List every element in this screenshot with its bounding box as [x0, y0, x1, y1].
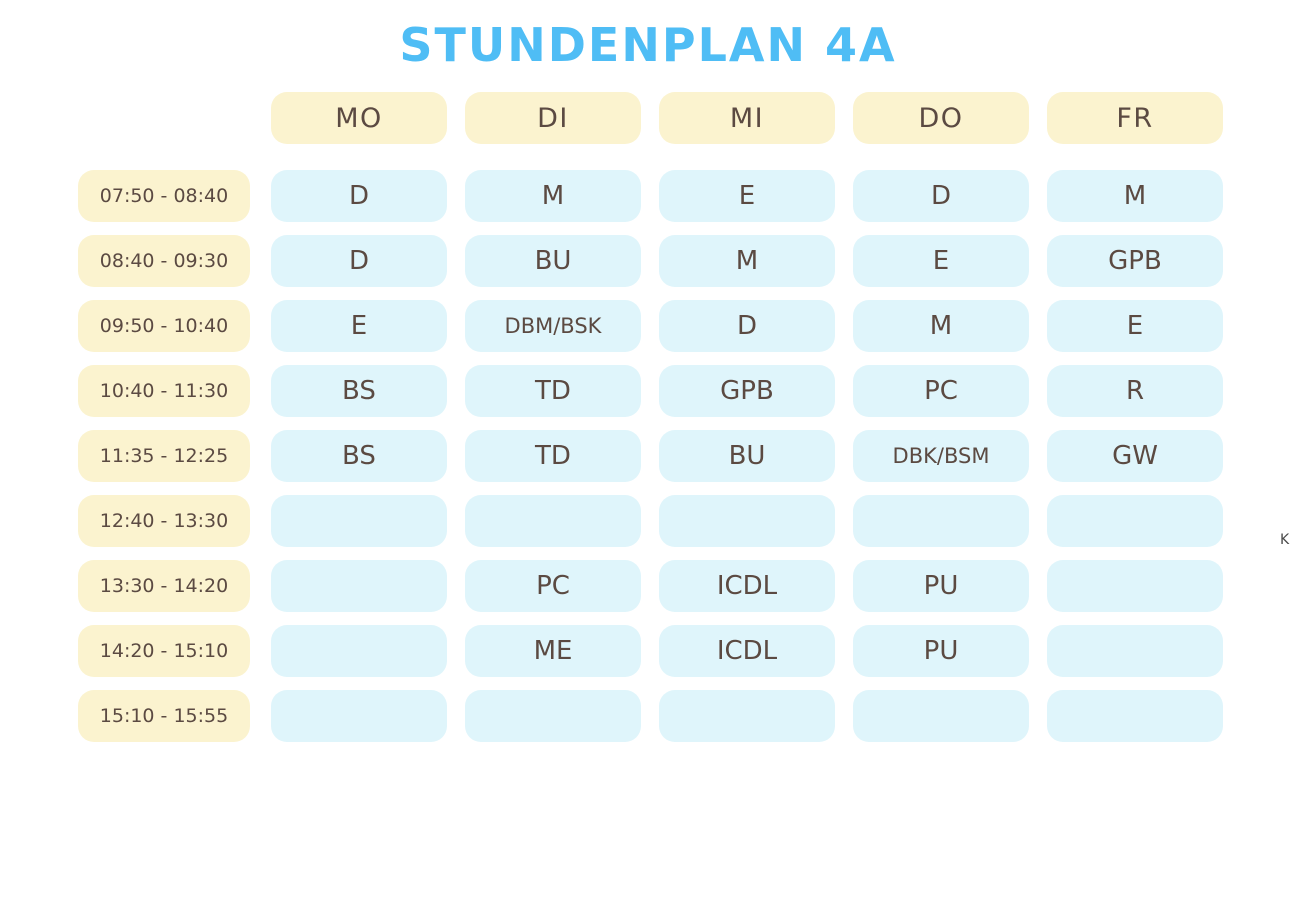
lesson-cell[interactable]: BS	[271, 430, 447, 482]
lesson-cell[interactable]: PU	[853, 560, 1029, 612]
lesson-cell[interactable]	[271, 690, 447, 742]
page-title: STUNDENPLAN 4A	[399, 18, 897, 72]
timetable-row	[78, 625, 1223, 677]
lesson-cell[interactable]: ME	[465, 625, 641, 677]
lesson-cell[interactable]	[271, 495, 447, 547]
lesson-cell[interactable]: BS	[271, 365, 447, 417]
grid-spacer	[250, 560, 271, 612]
lesson-cell[interactable]	[271, 560, 447, 612]
lesson-cell[interactable]: BU	[659, 430, 835, 482]
timetable-row	[78, 430, 1223, 482]
timetable-row	[78, 170, 1223, 222]
time-label: 15:10 - 15:55	[78, 690, 250, 742]
lesson-cell[interactable]: TD	[465, 430, 641, 482]
timetable-header-row	[78, 92, 1223, 144]
lesson-cell[interactable]	[853, 495, 1029, 547]
lesson-cell[interactable]: GPB	[659, 365, 835, 417]
lesson-cell[interactable]: D	[659, 300, 835, 352]
timetable-row	[78, 690, 1223, 742]
lesson-cell[interactable]: E	[271, 300, 447, 352]
time-label: 09:50 - 10:40	[78, 300, 250, 352]
lesson-cell[interactable]: PC	[465, 560, 641, 612]
grid-spacer	[250, 300, 271, 352]
lesson-cell[interactable]: D	[853, 170, 1029, 222]
timetable-row	[78, 235, 1223, 287]
lesson-cell[interactable]: D	[271, 235, 447, 287]
time-label: 14:20 - 15:10	[78, 625, 250, 677]
lesson-cell[interactable]: M	[853, 300, 1029, 352]
timetable-grid	[78, 92, 1223, 755]
lesson-cell[interactable]: DBK/BSM	[853, 430, 1029, 482]
day-header-mo: MO	[271, 92, 447, 144]
lesson-cell[interactable]: M	[659, 235, 835, 287]
lesson-cell[interactable]: M	[465, 170, 641, 222]
day-header-do: DO	[853, 92, 1029, 144]
lesson-cell[interactable]: ICDL	[659, 625, 835, 677]
lesson-cell[interactable]	[659, 495, 835, 547]
grid-spacer	[250, 170, 271, 222]
lesson-cell[interactable]: E	[1047, 300, 1223, 352]
lesson-cell[interactable]: ICDL	[659, 560, 835, 612]
lesson-cell[interactable]	[1047, 690, 1223, 742]
lesson-cell[interactable]	[1047, 495, 1223, 547]
grid-spacer	[250, 92, 271, 144]
lesson-cell[interactable]: GW	[1047, 430, 1223, 482]
lesson-cell[interactable]	[853, 690, 1029, 742]
day-header-mi: MI	[659, 92, 835, 144]
time-label: 11:35 - 12:25	[78, 430, 250, 482]
time-label: 12:40 - 13:30	[78, 495, 250, 547]
lesson-cell[interactable]: M	[1047, 170, 1223, 222]
lesson-cell[interactable]: E	[853, 235, 1029, 287]
time-label: 13:30 - 14:20	[78, 560, 250, 612]
lesson-cell[interactable]	[271, 625, 447, 677]
grid-spacer	[250, 235, 271, 287]
time-label: 10:40 - 11:30	[78, 365, 250, 417]
grid-spacer	[250, 690, 271, 742]
day-header-di: DI	[465, 92, 641, 144]
lesson-cell[interactable]: GPB	[1047, 235, 1223, 287]
grid-spacer	[250, 625, 271, 677]
day-header-fr: FR	[1047, 92, 1223, 144]
lesson-cell[interactable]	[1047, 625, 1223, 677]
lesson-cell[interactable]	[659, 690, 835, 742]
grid-spacer	[250, 430, 271, 482]
lesson-cell[interactable]	[465, 690, 641, 742]
corner-mark: K	[1280, 532, 1290, 548]
lesson-cell[interactable]: BU	[465, 235, 641, 287]
time-label: 07:50 - 08:40	[78, 170, 250, 222]
header-time-placeholder	[78, 92, 250, 144]
grid-spacer	[250, 365, 271, 417]
timetable-row	[78, 495, 1223, 547]
lesson-cell[interactable]: DBM/BSK	[465, 300, 641, 352]
lesson-cell[interactable]: D	[271, 170, 447, 222]
lesson-cell[interactable]: PU	[853, 625, 1029, 677]
lesson-cell[interactable]	[465, 495, 641, 547]
timetable-row	[78, 365, 1223, 417]
lesson-cell[interactable]: E	[659, 170, 835, 222]
timetable-row	[78, 300, 1223, 352]
grid-spacer	[250, 495, 271, 547]
lesson-cell[interactable]	[1047, 560, 1223, 612]
lesson-cell[interactable]: R	[1047, 365, 1223, 417]
lesson-cell[interactable]: TD	[465, 365, 641, 417]
time-label: 08:40 - 09:30	[78, 235, 250, 287]
timetable-row	[78, 560, 1223, 612]
lesson-cell[interactable]: PC	[853, 365, 1029, 417]
